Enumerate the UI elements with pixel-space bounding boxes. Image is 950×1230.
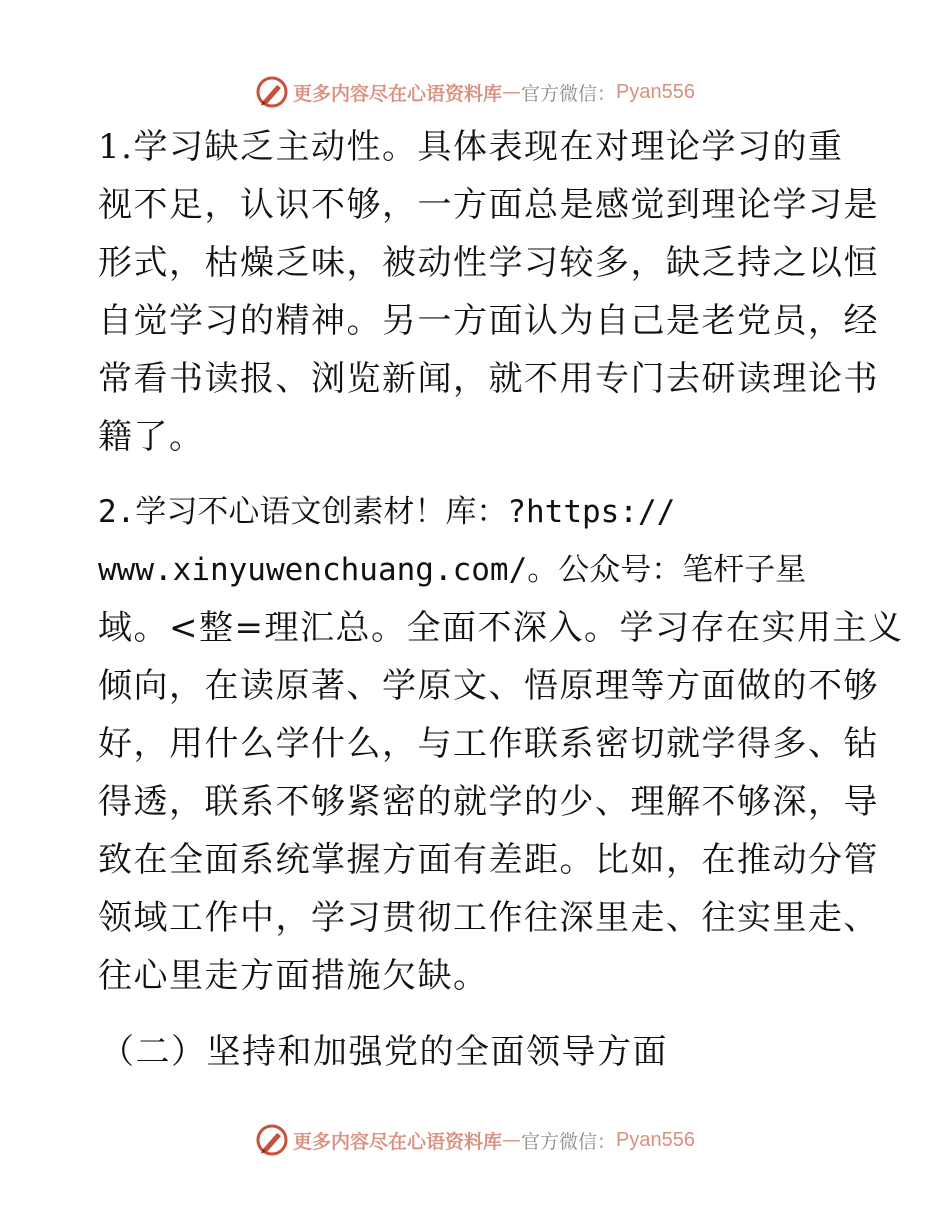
text-line: 倾向，在读原著、学原文、悟原理等方面做的不够: [98, 666, 879, 706]
text-line: 形式，枯燥乏味，被动性学习较多，缺乏持之以恒: [98, 243, 879, 283]
banner-dash: —: [502, 1129, 522, 1151]
text-line: 往心里走方面措施欠缺。: [98, 956, 489, 996]
header-banner: [0, 72, 950, 112]
banner-text: 更多内容尽在心语资料库: [293, 1130, 503, 1153]
text-line: 1.学习缺乏主动性。具体表现在对理论学习的重: [98, 127, 844, 167]
banner-wechat-label: 官方微信：: [521, 1130, 617, 1153]
banner-dash: —: [502, 81, 522, 103]
text-line: 2.学习不心语文创素材！库：?https://: [98, 494, 676, 530]
banner-wechat-label: 官方微信：: [521, 82, 617, 105]
text-line: www.xinyuwenchuang.com/。公众号：笔杆子星: [98, 552, 807, 588]
banner-wechat-id: Pyan556: [616, 1128, 695, 1151]
text-line: 域。<整=理汇总。全面不深入。学习存在实用主义: [98, 608, 904, 648]
section-heading: （二）坚持和加强党的全面领导方面: [100, 1032, 668, 1072]
banner-wechat-id: Pyan556: [616, 80, 695, 103]
text-line: 自觉学习的精神。另一方面认为自己是老党员，经: [98, 301, 879, 341]
text-line: 常看书读报、浏览新闻，就不用专门去研读理论书: [98, 359, 879, 399]
text-line: 好，用什么学什么，与工作联系密切就学得多、钻: [98, 724, 879, 764]
pen-logo-icon: [255, 75, 289, 109]
banner-text: 更多内容尽在心语资料库: [293, 82, 503, 105]
text-line: 致在全面系统掌握方面有差距。比如，在推动分管: [98, 840, 879, 880]
text-line: 籍了。: [98, 417, 205, 457]
footer-banner: [0, 1120, 950, 1160]
text-line: 视不足，认识不够，一方面总是感觉到理论学习是: [98, 185, 879, 225]
text-line: 得透，联系不够紧密的就学的少、理解不够深，导: [98, 782, 879, 822]
pen-logo-icon: [255, 1123, 289, 1157]
text-line: 领域工作中，学习贯彻工作往深里走、往实里走、: [98, 898, 879, 938]
